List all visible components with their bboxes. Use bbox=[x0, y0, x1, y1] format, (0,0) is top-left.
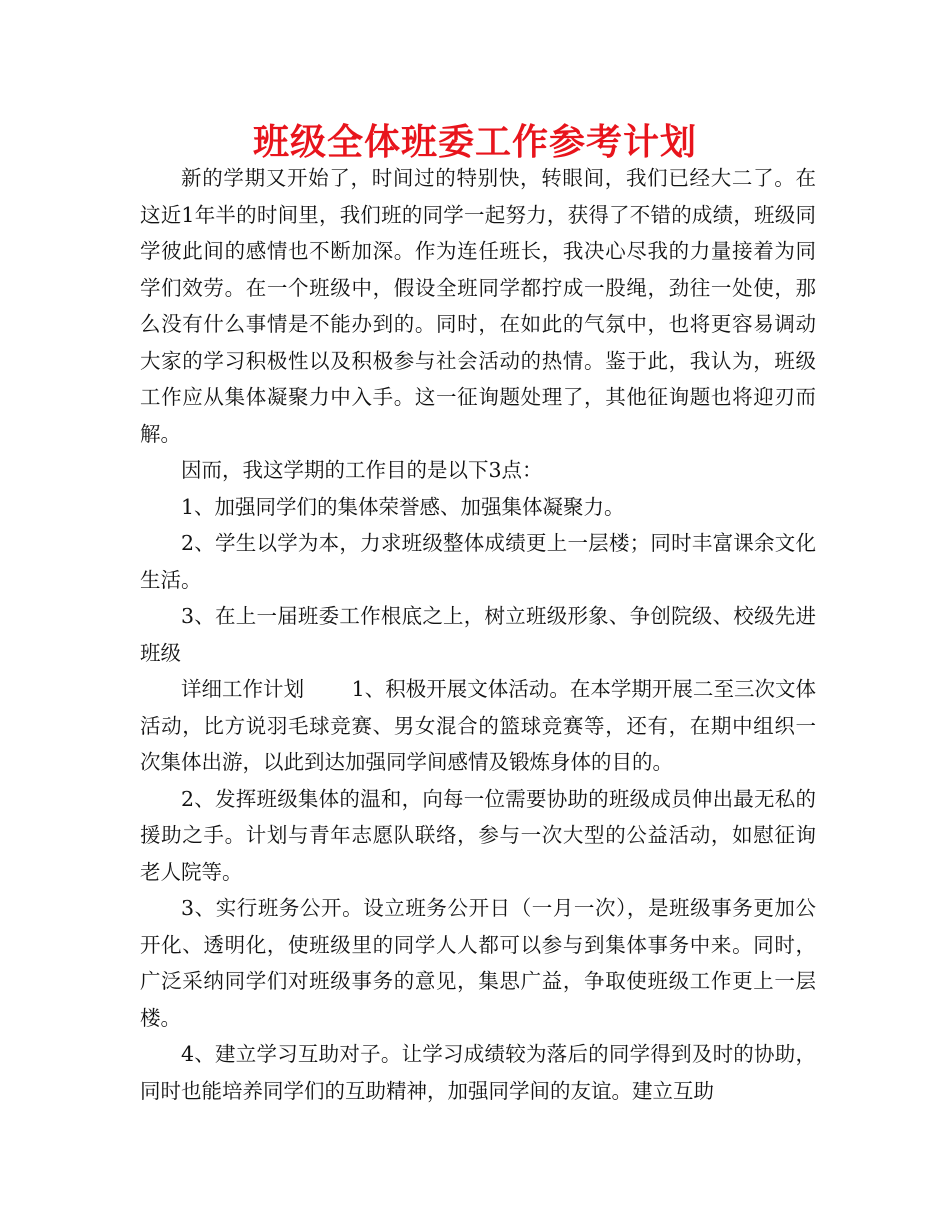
paragraph-plan-1: 详细工作计划 1、积极开展文体活动。在本学期开展二至三次文体活动，比方说羽毛球竞赛、男女混合的篮球竞赛等，还有，在期中组织一次集体出游，以此到达加强同学间感情及锻炼身体的目的。 bbox=[140, 677, 816, 774]
paragraph-goals-intro: 因而，我这学期的工作目的是以下3点： bbox=[181, 458, 543, 482]
document-title: 班级全体班委工作参考计划 bbox=[252, 122, 697, 163]
paragraph-intro: 新的学期又开始了，时间过的特别快，转眼间，我们已经大二了。在这近1年半的时间里，我们班的同学一起努力，获得了不错的成绩，班级同学彼此间的感情也不断加深。作为连任班长，我决心尽我的力量接着为同学们效劳。在一个班级中，假设全班同学都拧成一股绳，劲往一处使，那么没有什么事情是不能办到的。同时，在如此的气氛中，也将更容易调动大家的学习积极性以及积极参与社会活动的热情。鉴于此，我认为，班级工作应从集体凝聚力中入手。这一征询题处理了，其他征询题也将迎刃而解。 bbox=[140, 166, 816, 446]
paragraph-plan-2: 2、发挥班级集体的温和，向每一位需要协助的班级成员伸出最无私的援助之手。计划与青年志愿队联络，参与一次大型的公益活动，如慰征询老人院等。 bbox=[140, 786, 816, 884]
paragraph-goal-1: 1、加强同学们的集体荣誉感、加强集体凝聚力。 bbox=[181, 494, 625, 519]
paragraph-goal-2: 2、学生以学为本，力求班级整体成绩更上一层楼；同时丰富课余文化生活。 bbox=[140, 531, 816, 592]
paragraph-plan-3: 3、实行班务公开。设立班务公开日（一月一次），是班级事务更加公开化、透明化，使班级里的同学人人都可以参与到集体事务中来。同时，广泛采纳同学们对班级事务的意见，集思广益，争取使班级工作更上一层楼。 bbox=[140, 896, 816, 1030]
paragraph-plan-4: 4、建立学习互助对子。让学习成绩较为落后的同学得到及时的协助，同时也能培养同学们的互助精神，加强同学间的友谊。建立互助 bbox=[140, 1042, 816, 1103]
document-body bbox=[140, 160, 816, 1109]
paragraph-goal-3: 3、在上一届班委工作根底之上，树立班级形象、争创院级、校级先进班级 bbox=[140, 604, 816, 665]
